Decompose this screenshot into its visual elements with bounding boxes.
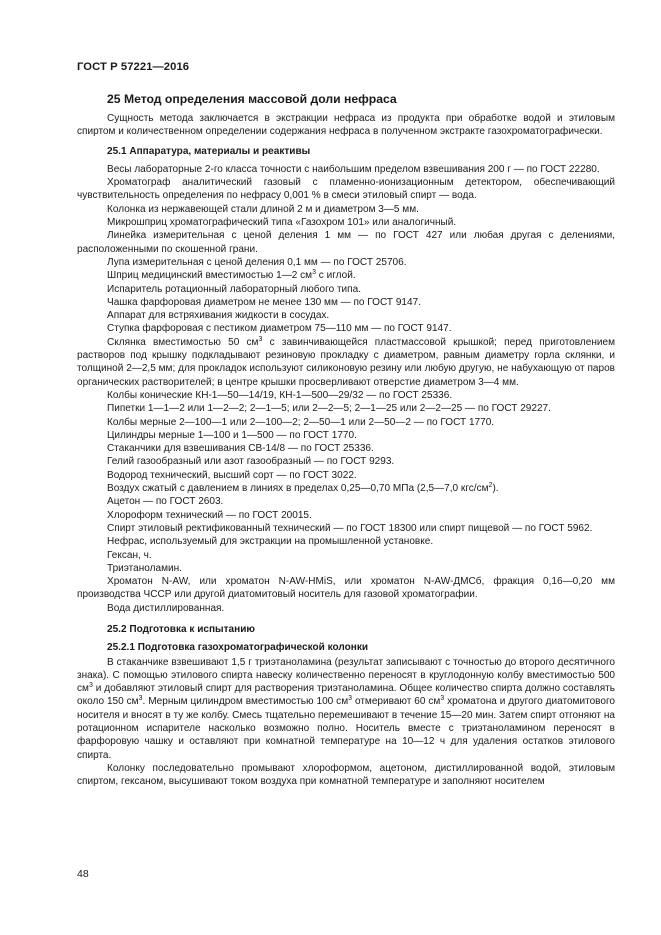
column-preparation-subheading: 25.2.1 Подготовка газохроматографической колонки [107,642,369,654]
apparatus-item: Цилиндры мерные 1—100 и 1—500 — по ГОСТ 1770. [107,429,357,441]
page-number: 48 [77,868,89,880]
superscript: 3 [312,269,316,277]
apparatus-item: Колбы мерные 2—100—1 или 2—100—2; 2—50—1 или 2—50—2 — по ГОСТ 1770. [107,416,495,428]
superscript: 3 [88,682,93,690]
apparatus-item: Гексан, ч. [107,549,152,561]
apparatus-item: Микрошприц хроматографический типа «Газохром 101» или аналогичный. [107,217,457,229]
apparatus-item: Линейка измерительная с ценой деления 1 мм — по ГОСТ 427 или любая другая с делениями, расположенными по скошенной грани. [77,230,615,255]
apparatus-heading: 25.1 Аппаратура, материалы и реактивы [107,145,311,157]
apparatus-item: Ацетон — по ГОСТ 2603. [107,496,224,508]
column-preparation-paragraph: В стаканчике взвешивают 1,5 г триэтаноламина (результат записывают с точностью до второго десятичного знака). С помощью этилового спирта навеску количественно переносят в круглодонную колбу вместимостью 500 $см^3$ и добавляют этиловый спирт для растворения триэтаноламина. Общее количество спирта должно составлять около 150 $см^3$. Мерным цилиндром вместимостью 100 $см^3$ отмеривают 60 $см^3$ хроматона и другого диатомитового носителя и вносят в ту же колбу. Смесь тщательно перемешивают в течение 15—20 мин. Затем спирт отгоняют на ротационном испарителе насколько возможно полно. Носитель вместе с триэтаноламином переносят в фарфоровую чашку и оставляют при комнатной температуре на 10—12 ч для удаления остатков этилового спирта. [77,656,615,761]
superscript: 3 [258,335,263,343]
document-header: ГОСТ Р 57221—2016 [77,61,190,73]
apparatus-item: Гелий газообразный или азот газообразный — по ГОСТ 9293. [107,456,395,468]
apparatus-list [77,163,615,615]
superscript: 3 [440,695,445,703]
document-body [77,91,615,789]
apparatus-item: Склянка вместимостью 50 $см^3$ с завинчивающейся пластмассовой крышкой; перед приготовлением растворов под крышку подкладывают резиновую прокладку с диаметром, равным диаметру горла склянки, и толщиной 2—2,5 мм; для прокладок используют силиконовую резину или любую другую, не набухающую от паров органических растворителей; в центре крышки просверливают отверстие диаметром 3—4 мм. [77,335,615,388]
superscript: 3 [348,695,353,703]
apparatus-item: Спирт этиловый ректификованный технический — по ГОСТ 18300 или спирт пищевой — по ГОСТ 5962. [107,522,593,534]
apparatus-item: Воздух сжатый с давлением в линиях в пределах 0,25—0,70 МПа (2,5—7,0 кгс/$см^2$). [107,482,499,495]
apparatus-item: Испаритель ротационный лабораторный любого типа. [107,283,361,295]
section-intro: Сущность метода заключается в экстракции нефраса из продукта при обработке водой и этиловым спиртом и количественном определении содержания нефраса в полученном экстракте газохроматографически. [77,113,615,138]
apparatus-item: Хлороформ технический — по ГОСТ 20015. [107,509,312,521]
apparatus-item: Вода дистиллированная. [107,602,225,614]
superscript: 3 [138,695,143,703]
apparatus-item: Аппарат для встряхивания жидкости в сосудах. [107,310,330,322]
apparatus-item: Колбы конические КН-1—50—14/19, КН-1—500—29/32 — по ГОСТ 25336. [107,389,453,401]
apparatus-item: Лупа измерительная с ценой деления 0,1 мм — по ГОСТ 25706. [107,256,407,268]
apparatus-item: Стаканчики для взвешивания СВ-14/8 — по ГОСТ 25336. [107,443,374,455]
section-title: 25 Метод определения массовой доли нефраса [107,92,397,106]
apparatus-item: Водород технический, высший сорт — по ГОСТ 3022. [107,469,357,481]
preparation-heading: 25.2 Подготовка к испытанию [107,623,255,635]
apparatus-item: Хроматограф аналитический газовый с пламенно-ионизационным детектором, обеспечивающий чувствительность определения по нефрасу 0,001 % в смеси этиловый спирт — вода. [77,177,615,202]
apparatus-item: Ступка фарфоровая с пестиком диаметром 75—110 мм — по ГОСТ 9147. [107,323,452,335]
apparatus-item: Хроматон N-AW, или хроматон N-AW-HMiS, или хроматон N-AW-ДМСб, фракция 0,16—0,20 мм производства ЧССР или другой диатомитовый носитель для газовой хроматографии. [77,576,615,601]
apparatus-item: Пипетки 1—1—2 или 1—2—2; 2—1—5; или 2—2—5; 2—1—25 или 2—2—25 — по ГОСТ 29227. [107,403,551,415]
apparatus-item: Триэтаноламин. [107,562,182,574]
apparatus-item: Нефрас, используемый для экстракции на промышленной установке. [107,536,434,548]
apparatus-item: Чашка фарфоровая диаметром не менее 130 мм — по ГОСТ 9147. [107,296,421,308]
apparatus-item: Шприц медицинский вместимостью 1—2 $см^3$ с иглой. [107,269,356,282]
superscript: 2 [488,482,493,490]
apparatus-item: Колонка из нержавеющей стали длиной 2 м и диаметром 3—5 мм. [107,203,419,215]
apparatus-item: Весы лабораторные 2-го класса точности с наибольшим пределом взвешивания 200 г — по ГОСТ 22280. [107,163,600,175]
column-washing-paragraph: Колонку последовательно промывают хлороформом, ацетоном, дистиллированной водой, этиловым спиртом, гексаном, высушивают током воздуха при комнатной температуре и заполняют носителем [77,762,615,788]
